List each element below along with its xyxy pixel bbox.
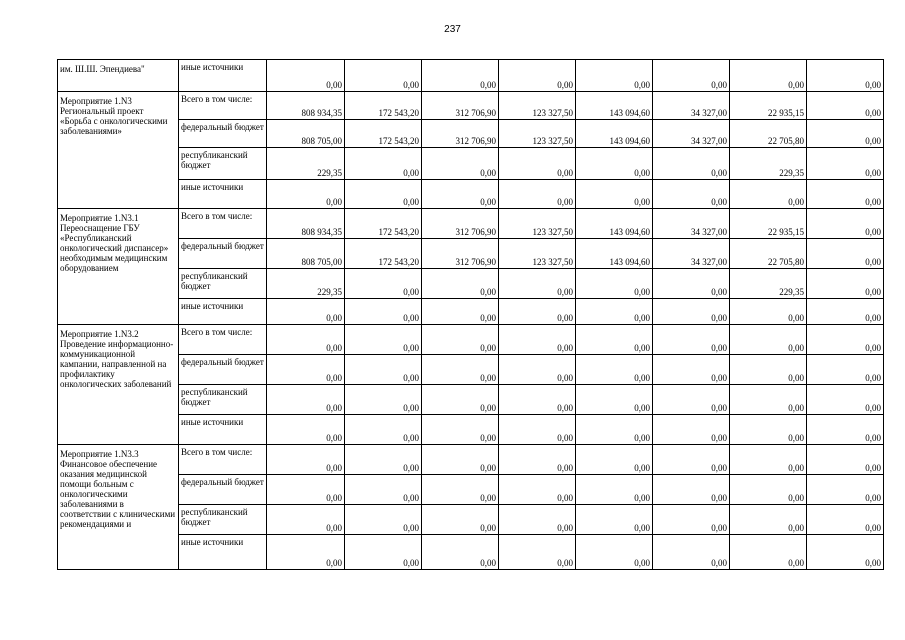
amount-cell: 0,00 bbox=[345, 535, 422, 570]
amount-cell: 0,00 bbox=[807, 505, 884, 535]
amount-cell: 172 543,20 bbox=[345, 120, 422, 148]
table-row bbox=[58, 415, 884, 445]
funding-source-cell: иные источники bbox=[179, 299, 267, 325]
amount-cell: 0,00 bbox=[499, 445, 576, 475]
amount-cell: 0,00 bbox=[576, 325, 653, 355]
amount-cell: 0,00 bbox=[807, 415, 884, 445]
amount-cell: 0,00 bbox=[499, 385, 576, 415]
amount-cell: 0,00 bbox=[345, 355, 422, 385]
measure-name-cell: Мероприятие 1.N3 Региональный проект «Борьба с онкологическими заболеваниями» bbox=[58, 92, 179, 209]
amount-cell: 0,00 bbox=[807, 355, 884, 385]
amount-cell: 0,00 bbox=[576, 180, 653, 209]
amount-cell: 0,00 bbox=[730, 445, 807, 475]
amount-cell: 0,00 bbox=[267, 535, 345, 570]
table-row bbox=[58, 475, 884, 505]
amount-cell: 0,00 bbox=[267, 475, 345, 505]
funding-source-cell: федеральный бюджет bbox=[179, 120, 267, 148]
amount-cell: 808 934,35 bbox=[267, 209, 345, 239]
amount-cell: 0,00 bbox=[422, 148, 499, 180]
table-row bbox=[58, 445, 884, 475]
amount-cell: 0,00 bbox=[499, 535, 576, 570]
amount-cell: 34 327,00 bbox=[653, 120, 730, 148]
amount-cell: 0,00 bbox=[653, 445, 730, 475]
amount-cell: 0,00 bbox=[576, 475, 653, 505]
amount-cell: 0,00 bbox=[267, 60, 345, 92]
amount-cell: 0,00 bbox=[653, 60, 730, 92]
amount-cell: 312 706,90 bbox=[422, 239, 499, 269]
amount-cell: 0,00 bbox=[422, 60, 499, 92]
funding-source-cell: Всего в том числе: bbox=[179, 209, 267, 239]
table-row bbox=[58, 148, 884, 180]
table-row bbox=[58, 239, 884, 269]
amount-cell: 0,00 bbox=[576, 385, 653, 415]
amount-cell: 0,00 bbox=[576, 505, 653, 535]
amount-cell: 123 327,50 bbox=[499, 239, 576, 269]
amount-cell: 143 094,60 bbox=[576, 120, 653, 148]
amount-cell: 0,00 bbox=[807, 60, 884, 92]
amount-cell: 0,00 bbox=[807, 269, 884, 299]
amount-cell: 0,00 bbox=[730, 415, 807, 445]
funding-source-cell: иные источники bbox=[179, 60, 267, 92]
amount-cell: 229,35 bbox=[730, 148, 807, 180]
amount-cell: 0,00 bbox=[807, 148, 884, 180]
amount-cell: 0,00 bbox=[576, 355, 653, 385]
amount-cell: 0,00 bbox=[807, 535, 884, 570]
amount-cell: 0,00 bbox=[345, 269, 422, 299]
table-row bbox=[58, 299, 884, 325]
amount-cell: 123 327,50 bbox=[499, 209, 576, 239]
amount-cell: 0,00 bbox=[576, 445, 653, 475]
amount-cell: 0,00 bbox=[267, 355, 345, 385]
amount-cell: 0,00 bbox=[422, 180, 499, 209]
amount-cell: 312 706,90 bbox=[422, 92, 499, 120]
amount-cell: 0,00 bbox=[422, 475, 499, 505]
amount-cell: 0,00 bbox=[499, 180, 576, 209]
amount-cell: 0,00 bbox=[576, 299, 653, 325]
amount-cell: 0,00 bbox=[345, 299, 422, 325]
amount-cell: 0,00 bbox=[807, 92, 884, 120]
table-row bbox=[58, 92, 884, 120]
amount-cell: 0,00 bbox=[807, 120, 884, 148]
amount-cell: 0,00 bbox=[345, 325, 422, 355]
amount-cell: 229,35 bbox=[267, 148, 345, 180]
amount-cell: 0,00 bbox=[576, 148, 653, 180]
amount-cell: 0,00 bbox=[807, 239, 884, 269]
amount-cell: 0,00 bbox=[653, 148, 730, 180]
amount-cell: 0,00 bbox=[653, 535, 730, 570]
amount-cell: 143 094,60 bbox=[576, 239, 653, 269]
funding-source-cell: республиканский бюджет bbox=[179, 269, 267, 299]
measure-name-cell: им. Ш.Ш. Эпендиева" bbox=[58, 60, 179, 92]
amount-cell: 0,00 bbox=[345, 475, 422, 505]
amount-cell: 229,35 bbox=[730, 269, 807, 299]
amount-cell: 0,00 bbox=[653, 415, 730, 445]
amount-cell: 0,00 bbox=[807, 445, 884, 475]
amount-cell: 0,00 bbox=[807, 209, 884, 239]
amount-cell: 0,00 bbox=[422, 355, 499, 385]
amount-cell: 0,00 bbox=[422, 505, 499, 535]
amount-cell: 172 543,20 bbox=[345, 209, 422, 239]
amount-cell: 0,00 bbox=[653, 180, 730, 209]
funding-source-cell: иные источники bbox=[179, 535, 267, 570]
table-row bbox=[58, 269, 884, 299]
amount-cell: 0,00 bbox=[730, 385, 807, 415]
amount-cell: 172 543,20 bbox=[345, 239, 422, 269]
budget-table bbox=[57, 59, 884, 570]
amount-cell: 312 706,90 bbox=[422, 120, 499, 148]
amount-cell: 0,00 bbox=[576, 269, 653, 299]
amount-cell: 22 705,80 bbox=[730, 120, 807, 148]
funding-source-cell: республиканский бюджет bbox=[179, 148, 267, 180]
table-row bbox=[58, 505, 884, 535]
amount-cell: 808 705,00 bbox=[267, 120, 345, 148]
amount-cell: 0,00 bbox=[499, 355, 576, 385]
funding-source-cell: федеральный бюджет bbox=[179, 355, 267, 385]
amount-cell: 0,00 bbox=[345, 385, 422, 415]
amount-cell: 0,00 bbox=[499, 148, 576, 180]
amount-cell: 0,00 bbox=[422, 385, 499, 415]
amount-cell: 0,00 bbox=[345, 148, 422, 180]
measure-name-cell: Мероприятие 1.N3.2 Проведение информационно-коммуникационной кампании, направленной на профилактику онкологических заболеваний bbox=[58, 325, 179, 445]
amount-cell: 0,00 bbox=[499, 60, 576, 92]
amount-cell: 0,00 bbox=[499, 505, 576, 535]
amount-cell: 0,00 bbox=[422, 325, 499, 355]
amount-cell: 0,00 bbox=[730, 355, 807, 385]
amount-cell: 0,00 bbox=[653, 325, 730, 355]
amount-cell: 0,00 bbox=[499, 299, 576, 325]
amount-cell: 312 706,90 bbox=[422, 209, 499, 239]
amount-cell: 0,00 bbox=[730, 299, 807, 325]
amount-cell: 123 327,50 bbox=[499, 92, 576, 120]
amount-cell: 0,00 bbox=[499, 415, 576, 445]
amount-cell: 0,00 bbox=[345, 180, 422, 209]
amount-cell: 0,00 bbox=[576, 535, 653, 570]
amount-cell: 0,00 bbox=[422, 299, 499, 325]
amount-cell: 34 327,00 bbox=[653, 239, 730, 269]
amount-cell: 0,00 bbox=[345, 415, 422, 445]
measure-name-cell: Мероприятие 1.N3.3 Финансовое обеспечение оказания медицинской помощи больным с онкологическими заболеваниями в соответствии с клиническими рекомендациями и bbox=[58, 445, 179, 570]
amount-cell: 0,00 bbox=[267, 415, 345, 445]
table-row bbox=[58, 325, 884, 355]
table-row bbox=[58, 60, 884, 92]
amount-cell: 0,00 bbox=[807, 325, 884, 355]
funding-source-cell: федеральный бюджет bbox=[179, 239, 267, 269]
amount-cell: 0,00 bbox=[730, 475, 807, 505]
amount-cell: 0,00 bbox=[653, 475, 730, 505]
amount-cell: 808 934,35 bbox=[267, 92, 345, 120]
amount-cell: 22 935,15 bbox=[730, 92, 807, 120]
amount-cell: 34 327,00 bbox=[653, 209, 730, 239]
funding-source-cell: иные источники bbox=[179, 415, 267, 445]
amount-cell: 0,00 bbox=[267, 180, 345, 209]
table-row bbox=[58, 355, 884, 385]
table-row bbox=[58, 535, 884, 570]
amount-cell: 0,00 bbox=[345, 505, 422, 535]
table-row bbox=[58, 209, 884, 239]
amount-cell: 0,00 bbox=[807, 180, 884, 209]
amount-cell: 123 327,50 bbox=[499, 120, 576, 148]
funding-source-cell: республиканский бюджет bbox=[179, 385, 267, 415]
amount-cell: 0,00 bbox=[730, 60, 807, 92]
amount-cell: 0,00 bbox=[730, 535, 807, 570]
amount-cell: 0,00 bbox=[653, 505, 730, 535]
amount-cell: 22 935,15 bbox=[730, 209, 807, 239]
amount-cell: 0,00 bbox=[422, 269, 499, 299]
funding-source-cell: иные источники bbox=[179, 180, 267, 209]
amount-cell: 0,00 bbox=[653, 269, 730, 299]
amount-cell: 0,00 bbox=[422, 415, 499, 445]
funding-source-cell: республиканский бюджет bbox=[179, 505, 267, 535]
table-row bbox=[58, 180, 884, 209]
amount-cell: 0,00 bbox=[267, 505, 345, 535]
funding-source-cell: Всего в том числе: bbox=[179, 445, 267, 475]
funding-source-cell: Всего в том числе: bbox=[179, 92, 267, 120]
amount-cell: 229,35 bbox=[267, 269, 345, 299]
amount-cell: 0,00 bbox=[267, 445, 345, 475]
amount-cell: 0,00 bbox=[807, 385, 884, 415]
amount-cell: 0,00 bbox=[730, 505, 807, 535]
funding-source-cell: Всего в том числе: bbox=[179, 325, 267, 355]
table-row bbox=[58, 120, 884, 148]
amount-cell: 0,00 bbox=[807, 475, 884, 505]
amount-cell: 0,00 bbox=[653, 299, 730, 325]
table-row bbox=[58, 385, 884, 415]
amount-cell: 34 327,00 bbox=[653, 92, 730, 120]
amount-cell: 0,00 bbox=[730, 325, 807, 355]
amount-cell: 143 094,60 bbox=[576, 209, 653, 239]
amount-cell: 0,00 bbox=[499, 325, 576, 355]
amount-cell: 808 705,00 bbox=[267, 239, 345, 269]
measure-name-cell: Мероприятие 1.N3.1 Переоснащение ГБУ «Республиканский онкологический диспансер» необходимым медицинским оборудованием bbox=[58, 209, 179, 325]
amount-cell: 0,00 bbox=[422, 445, 499, 475]
funding-source-cell: федеральный бюджет bbox=[179, 475, 267, 505]
amount-cell: 0,00 bbox=[267, 385, 345, 415]
amount-cell: 0,00 bbox=[499, 269, 576, 299]
amount-cell: 22 705,80 bbox=[730, 239, 807, 269]
amount-cell: 0,00 bbox=[345, 60, 422, 92]
amount-cell: 0,00 bbox=[653, 385, 730, 415]
amount-cell: 0,00 bbox=[267, 325, 345, 355]
amount-cell: 0,00 bbox=[653, 355, 730, 385]
amount-cell: 0,00 bbox=[345, 445, 422, 475]
amount-cell: 0,00 bbox=[807, 299, 884, 325]
amount-cell: 172 543,20 bbox=[345, 92, 422, 120]
amount-cell: 0,00 bbox=[422, 535, 499, 570]
amount-cell: 0,00 bbox=[499, 475, 576, 505]
page-number: 237 bbox=[444, 24, 461, 35]
amount-cell: 0,00 bbox=[576, 415, 653, 445]
amount-cell: 143 094,60 bbox=[576, 92, 653, 120]
amount-cell: 0,00 bbox=[730, 180, 807, 209]
amount-cell: 0,00 bbox=[576, 60, 653, 92]
amount-cell: 0,00 bbox=[267, 299, 345, 325]
